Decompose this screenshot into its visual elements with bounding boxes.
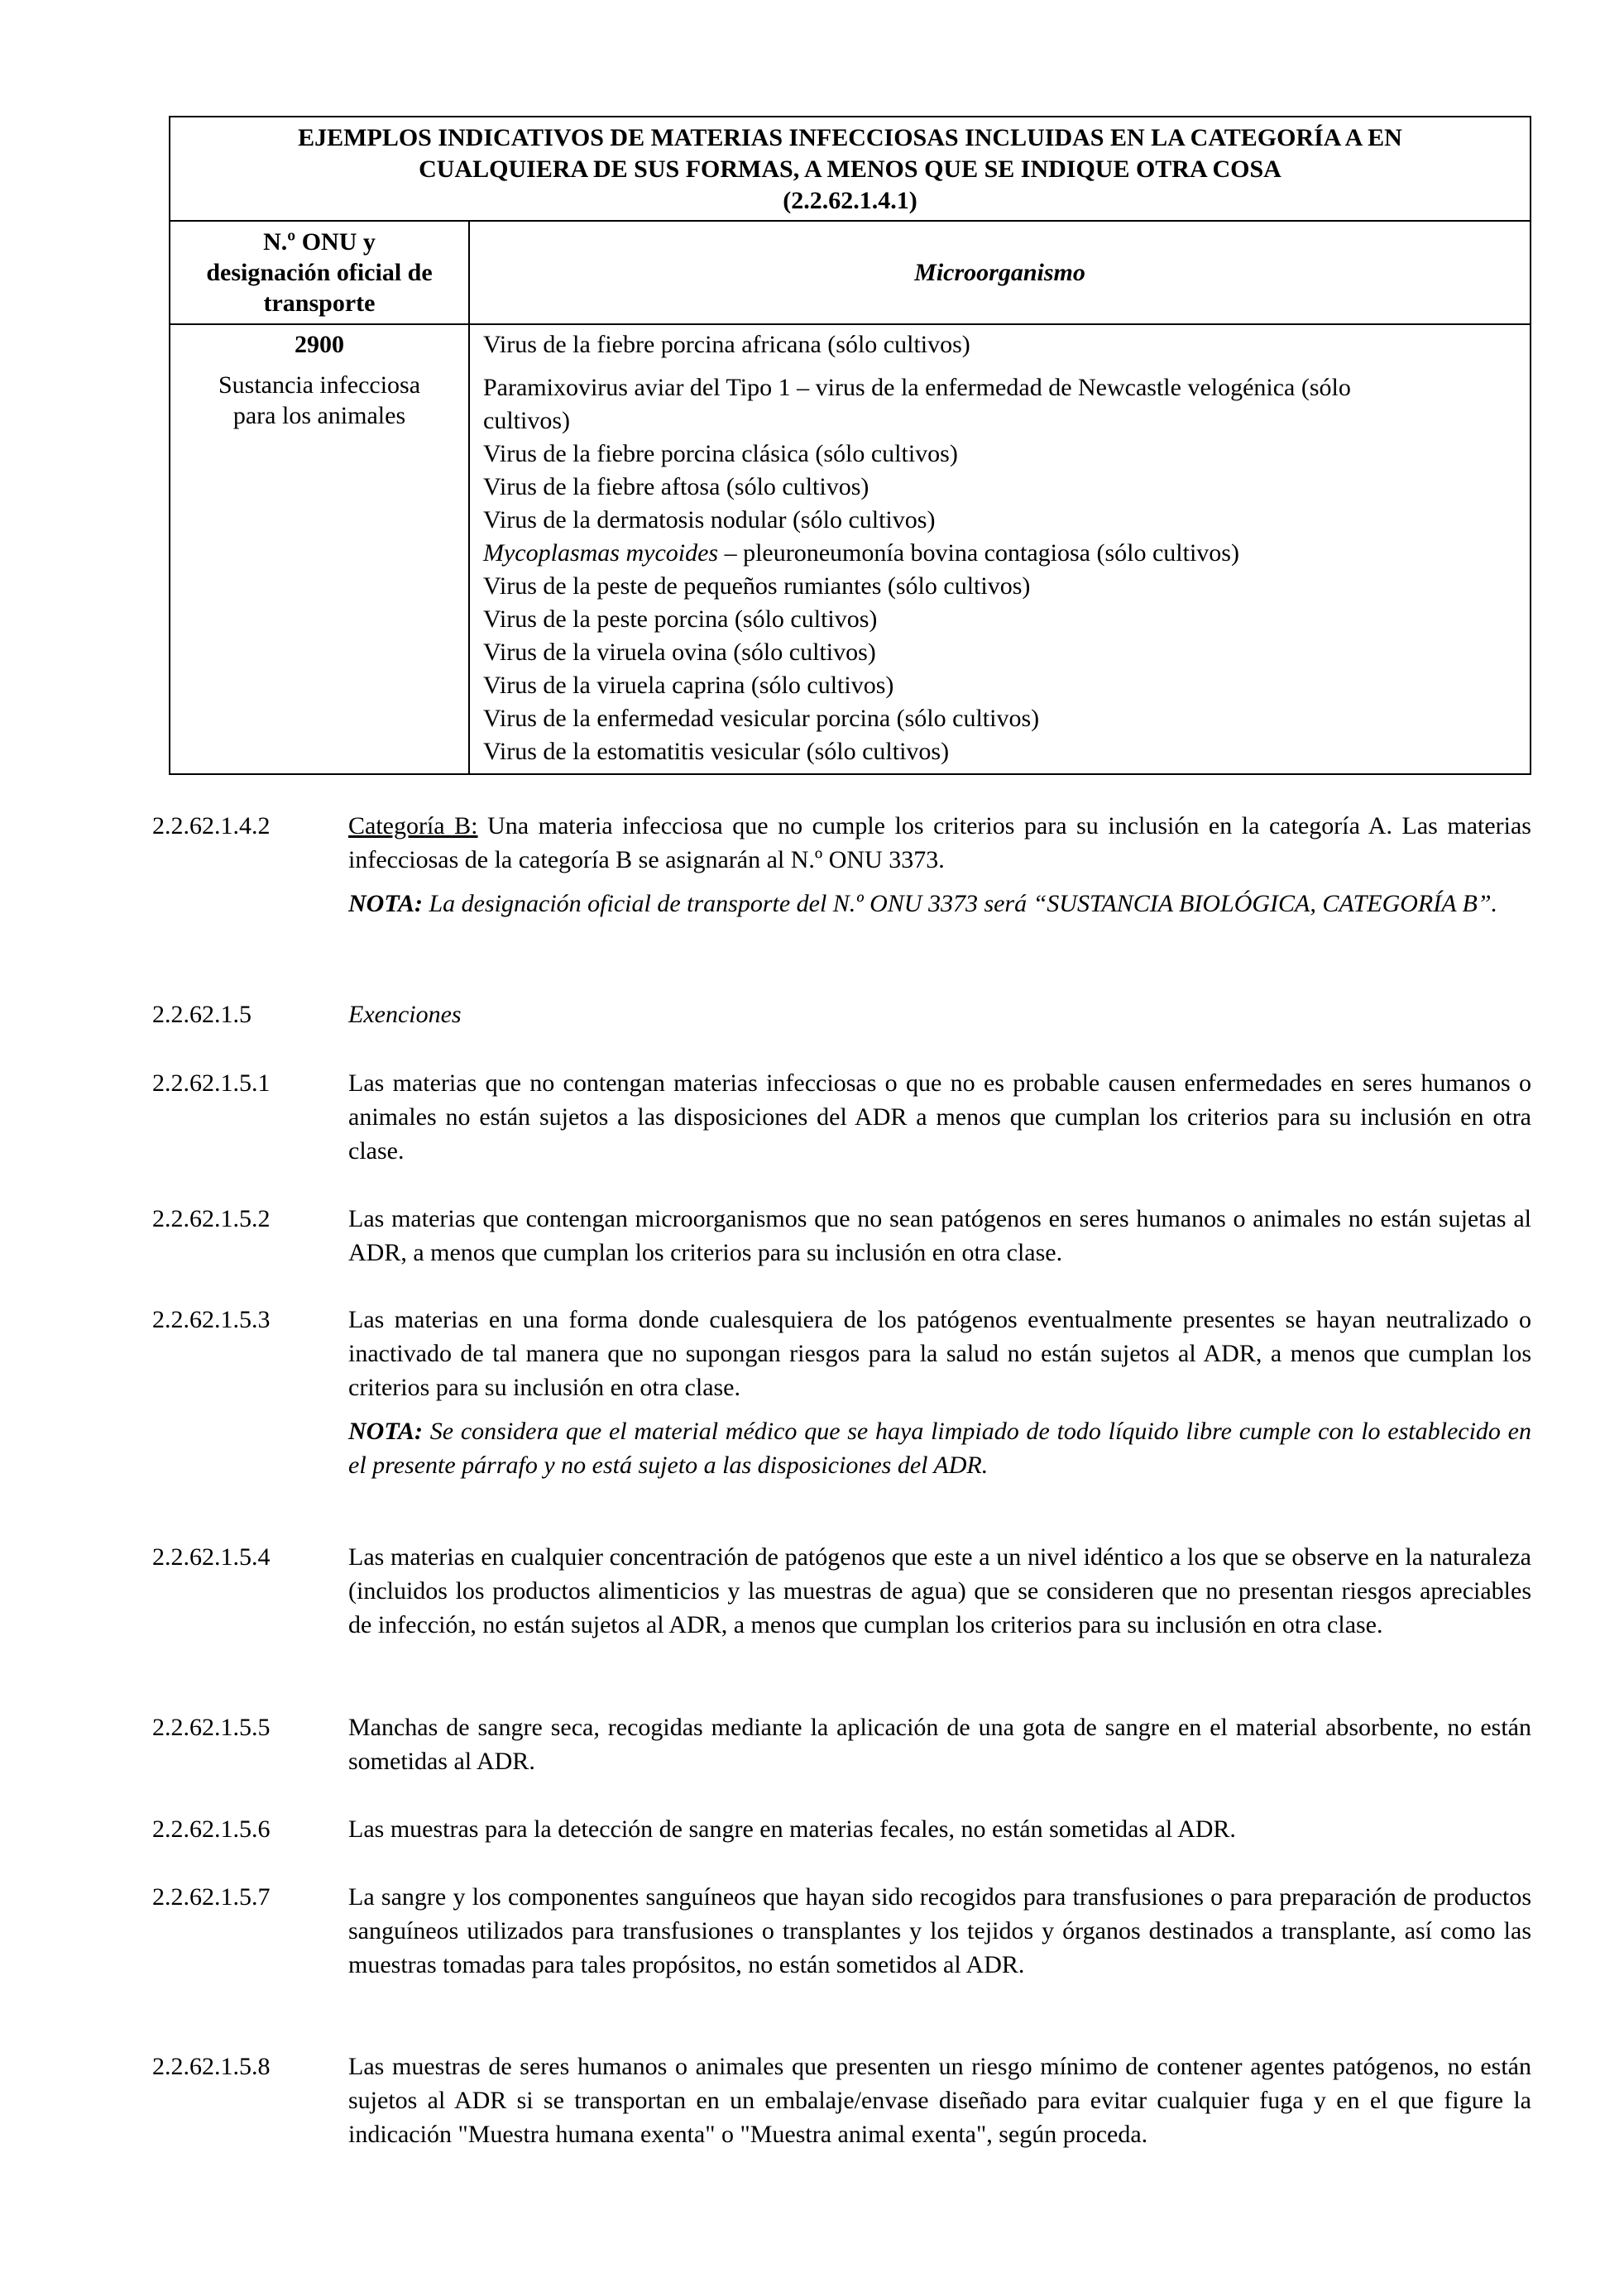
- section-number: 2.2.62.1.4.2: [152, 812, 271, 839]
- list-item: Paramixovirus aviar del Tipo 1 – virus de la enfermedad de Newcastle velogénica (sólo: [483, 374, 1351, 401]
- un-entry-cell: [170, 324, 469, 774]
- section-1-5: [152, 997, 1531, 1031]
- section-number: 2.2.62.1.5: [152, 1001, 252, 1028]
- section-1-5-2: [152, 1202, 1531, 1270]
- list-item: Virus de la peste de pequeños rumiantes (sólo cultivos): [483, 572, 1031, 600]
- section-1-5-8: [152, 2050, 1531, 2151]
- microorganism-column-header: Microorganismo: [469, 221, 1531, 324]
- section-text: [348, 809, 1531, 877]
- list-item: Virus de la viruela caprina (sólo cultivos): [483, 672, 894, 699]
- section-1-5-7: [152, 1880, 1531, 1982]
- section-text: Las muestras de seres humanos o animales que presenten un riesgo mínimo de contener agentes patógenos, no están sujetos al ADR si se transportan en un embalaje/envase diseñado para evitar cualquier fuga y en el que figure la indicación "Muestra humana exenta" o "Muestra animal exenta", según proceda.: [348, 2053, 1531, 2148]
- table-title: [170, 117, 1531, 221]
- un-number: 2900: [295, 331, 344, 358]
- un-designation: [170, 370, 468, 438]
- section-1-5-3: [152, 1303, 1531, 1482]
- header-line: transporte: [263, 289, 376, 317]
- list-item: Virus de la viruela ovina (sólo cultivos): [483, 639, 876, 666]
- note-text: La designación oficial de transporte del N.º ONU 3373 será “SUSTANCIA BIOLÓGICA, CATEGORÍA B”.: [423, 890, 1498, 917]
- section-text: Las muestras para la detección de sangre en materias fecales, no están sometidas al ADR.: [348, 1815, 1236, 1843]
- note: [348, 887, 1531, 921]
- section-title: Exenciones: [348, 1001, 462, 1028]
- un-column-header: [170, 221, 469, 324]
- list-item: cultivos): [483, 407, 570, 434]
- list-item: Virus de la fiebre porcina africana (sólo cultivos): [483, 331, 970, 358]
- header-line: N.º ONU y: [263, 228, 376, 256]
- section-number: 2.2.62.1.5.2: [152, 1205, 271, 1232]
- list-item: Virus de la fiebre porcina clásica (sólo cultivos): [483, 440, 958, 467]
- section-text: Las materias en una forma donde cualesquiera de los patógenos eventualmente presentes se hayan neutralizado o inactivado de tal manera que no supongan riesgos para la salud no están sujetos al ADR, a menos que cumplan los criterios para su inclusión en otra clase.: [348, 1306, 1531, 1401]
- section-text: La sangre y los componentes sanguíneos que hayan sido recogidos para transfusiones o para preparación de productos sanguíneos utilizados para transfusiones o transplantes y los tejidos y órganos destinados a transplante, así como las muestras tomadas para tales propósitos, no están sometidos al ADR.: [348, 1883, 1531, 1978]
- note-label: NOTA:: [348, 890, 423, 917]
- list-item: Virus de la dermatosis nodular (sólo cultivos): [483, 506, 936, 533]
- list-item: [483, 537, 1516, 570]
- table-title-line: EJEMPLOS INDICATIVOS DE MATERIAS INFECCIOSAS INCLUIDAS EN LA CATEGORÍA A EN: [298, 124, 1402, 151]
- note: [348, 1414, 1531, 1482]
- section-text: Manchas de sangre seca, recogidas mediante la aplicación de una gota de sangre en el material absorbente, no están sometidas al ADR.: [348, 1714, 1531, 1775]
- mycoplasma-rest: – pleuroneumonía bovina contagiosa (sólo cultivos): [724, 539, 1239, 567]
- note-text: Se considera que el material médico que se haya limpiado de todo líquido libre cumple con lo establecido en el presente párrafo y no está sujeto a las disposiciones del ADR.: [348, 1418, 1531, 1479]
- section-1-5-6: [152, 1812, 1531, 1846]
- designation-line: Sustancia infecciosa: [218, 371, 421, 399]
- microorganism-list: [469, 324, 1531, 774]
- section-number: 2.2.62.1.5.8: [152, 2053, 271, 2080]
- list-item: Virus de la estomatitis vesicular (sólo cultivos): [483, 738, 950, 765]
- section-1-5-1: [152, 1066, 1531, 1168]
- section-text: Las materias que contengan microorganismos que no sean patógenos en seres humanos o animales no están sujetas al ADR, a menos que cumplan los criterios para su inclusión en otra clase.: [348, 1205, 1531, 1266]
- category-b-label: Categoría B:: [348, 812, 478, 839]
- section-1-5-5: [152, 1710, 1531, 1778]
- section-number: 2.2.62.1.5.7: [152, 1883, 271, 1911]
- table-title-line: (2.2.62.1.4.1): [783, 187, 917, 214]
- section-number: 2.2.62.1.5.6: [152, 1815, 271, 1843]
- section-number: 2.2.62.1.5.5: [152, 1714, 271, 1741]
- list-item: Virus de la fiebre aftosa (sólo cultivos): [483, 473, 869, 500]
- list-item: Virus de la enfermedad vesicular porcina (sólo cultivos): [483, 705, 1040, 732]
- table-title-line: CUALQUIERA DE SUS FORMAS, A MENOS QUE SE INDIQUE OTRA COSA: [419, 155, 1281, 183]
- category-a-table: [169, 116, 1531, 775]
- section-1-4-2: [152, 809, 1531, 921]
- mycoplasma-italic: Mycoplasmas mycoides: [483, 539, 719, 567]
- section-1-5-4: [152, 1540, 1531, 1642]
- note-label: NOTA:: [348, 1418, 423, 1445]
- designation-line: para los animales: [232, 402, 406, 429]
- section-number: 2.2.62.1.5.3: [152, 1306, 271, 1333]
- section-number: 2.2.62.1.5.4: [152, 1543, 271, 1571]
- section-text: Las materias que no contengan materias infecciosas o que no es probable causen enfermedades en seres humanos o animales no están sujetos a las disposiciones del ADR a menos que cumplan los criterios para su inclusión en otra clase.: [348, 1069, 1531, 1165]
- header-line: designación oficial de: [206, 259, 433, 286]
- section-number: 2.2.62.1.5.1: [152, 1069, 271, 1097]
- section-text: Las materias en cualquier concentración de patógenos que este a un nivel idéntico a los que se observe en la naturaleza (incluidos los productos alimenticios y las muestras de agua) que se consideren que no presentan riesgos apreciables de infección, no están sujetos al ADR, a menos que cumplan los criterios para su inclusión en otra clase.: [348, 1543, 1531, 1638]
- list-item: Virus de la peste porcina (sólo cultivos): [483, 605, 878, 633]
- category-b-text: Una materia infecciosa que no cumple los criterios para su inclusión en la categoría A. Las materias infecciosas de la categoría B se asignarán al N.º ONU 3373.: [348, 812, 1531, 873]
